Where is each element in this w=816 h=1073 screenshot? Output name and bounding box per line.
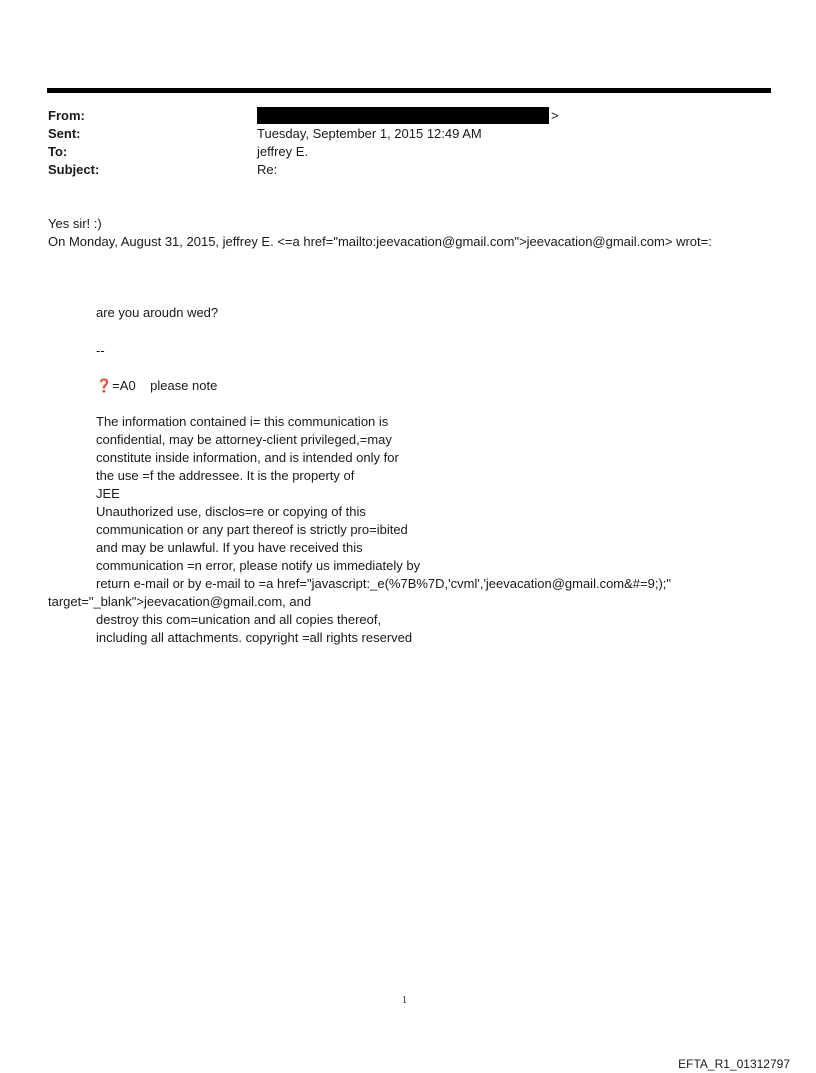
quoted-question: are you aroudn wed?	[96, 305, 219, 320]
disclaimer-line: destroy this com=unication and all copies thereof,	[96, 612, 382, 627]
disclaimer-line: the use =f the addressee. It is the property of	[96, 468, 355, 483]
from-suffix: >	[551, 108, 559, 123]
disclaimer-line: confidential, may be attorney-client privileged,=may	[96, 432, 392, 447]
page-number: 1	[402, 995, 407, 1006]
disclaimer-line: Unauthorized use, disclos=re or copying of this	[96, 504, 366, 519]
signature-separator: --	[96, 343, 105, 358]
sent-label: Sent:	[48, 126, 81, 141]
redacted-sender	[257, 107, 549, 124]
disclaimer-line: communication =n error, please notify us immediately by	[96, 558, 421, 573]
header-rule	[47, 88, 771, 93]
disclaimer-line: constitute inside information, and is intended only for	[96, 450, 399, 465]
disclaimer-line: JEE	[96, 486, 120, 501]
sent-value: Tuesday, September 1, 2015 12:49 AM	[257, 126, 482, 141]
disclaimer-line: including all attachments. copyright =all rights reserved	[96, 630, 413, 645]
please-note: ❓=A0 please note	[96, 378, 218, 393]
disclaimer-line: The information contained i= this communication is	[96, 414, 389, 429]
disclaimer-line: and may be unlawful. If you have received this	[96, 540, 363, 555]
subject-value: Re:	[257, 162, 278, 177]
reply-text: Yes sir! :)	[48, 216, 102, 231]
disclaimer-line: communication or any part thereof is strictly pro=ibited	[96, 522, 408, 537]
to-label: To:	[48, 144, 68, 159]
document-id: EFTA_R1_01312797	[678, 1057, 790, 1071]
quote-intro: On Monday, August 31, 2015, jeffrey E. <=a href="mailto:jeevacation@gmail.com">jeevacation@gmail.com> wrot=:	[48, 234, 712, 249]
to-value: jeffrey E.	[257, 144, 309, 159]
disclaimer-line: return e-mail or by e-mail to =a href="javascript:_e(%7B%7D,'cvml','jeevacation@gmail.com&#=9;);"	[96, 576, 672, 591]
from-label: From:	[48, 108, 85, 123]
disclaimer-line: target="_blank">jeevacation@gmail.com, and	[48, 594, 312, 609]
subject-label: Subject:	[48, 162, 100, 177]
